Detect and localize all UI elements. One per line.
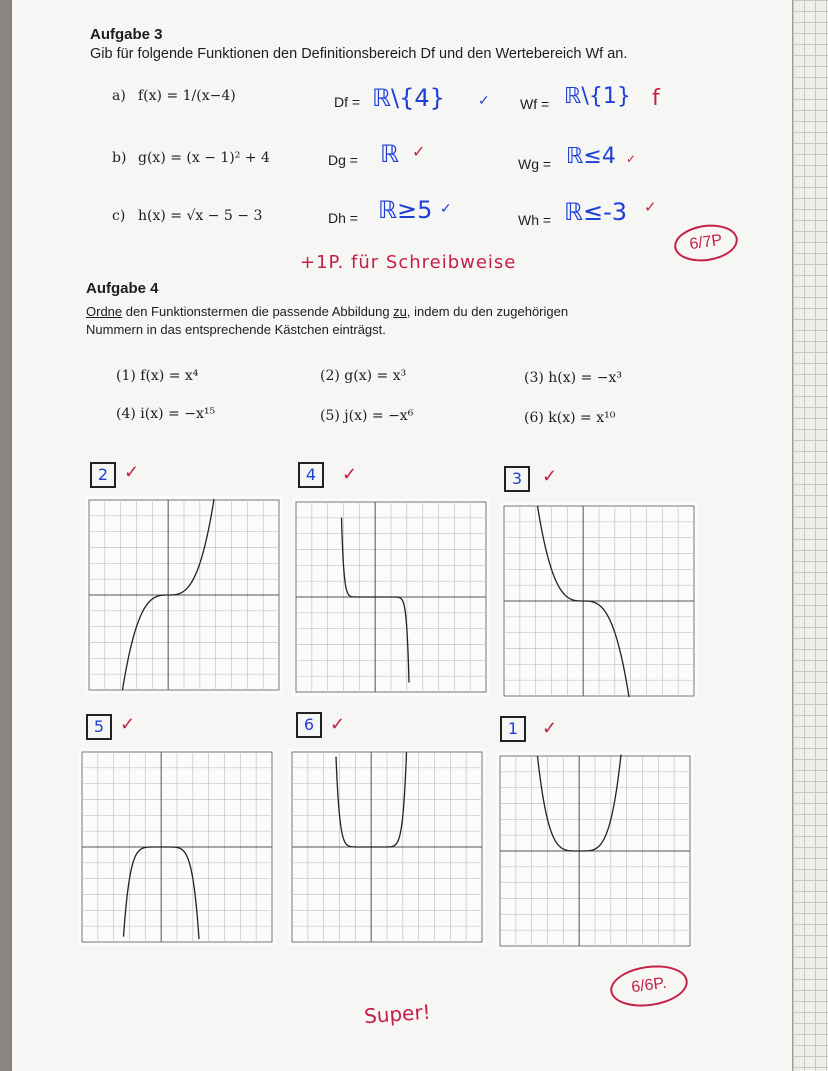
task3c-range-answer: ℝ≤-3 xyxy=(564,198,628,226)
task3-title: Aufgabe 3 xyxy=(90,26,163,43)
task3a-domain-check: ✓ xyxy=(478,92,490,108)
graph-panel-4 xyxy=(78,748,276,946)
task3a-domain-answer: ℝ\{4} xyxy=(372,84,445,112)
term-6: (6) k(x) = x¹⁰ xyxy=(524,410,616,426)
answer-box-graph-6[interactable]: 1 xyxy=(500,716,526,742)
check-graph-1: ✓ xyxy=(124,462,140,482)
check-graph-5: ✓ xyxy=(330,714,346,734)
task3a-label: a) xyxy=(112,88,126,104)
task3a-range-answer: ℝ\{1} xyxy=(564,84,631,109)
task3c-domain-check: ✓ xyxy=(440,200,452,216)
task4-instruction-line2: Nummern in das entsprechende Kästchen einträgst. xyxy=(86,322,386,337)
task3c-function: h(x) = √x − 5 − 3 xyxy=(138,208,263,224)
term-5: (5) j(x) = −x⁶ xyxy=(320,408,414,424)
task3c-range-check: ✓ xyxy=(644,199,657,216)
task3b-function: g(x) = (x − 1)² + 4 xyxy=(138,150,270,166)
term-4: (4) i(x) = −x¹⁵ xyxy=(116,406,216,422)
check-graph-6: ✓ xyxy=(542,718,558,738)
coordinate-grid xyxy=(78,748,276,946)
coordinate-grid xyxy=(292,498,490,696)
answer-box-graph-3[interactable]: 3 xyxy=(504,466,530,492)
task3b-range-answer: ℝ≤4 xyxy=(566,144,616,169)
graph-panel-2 xyxy=(292,498,490,696)
task3a-range-mark: f xyxy=(652,86,660,111)
squared-paper-edge xyxy=(792,0,828,1071)
coordinate-grid xyxy=(496,752,694,950)
task3b-domain-label: Dg = xyxy=(328,152,358,168)
worksheet-page xyxy=(12,0,800,1071)
task4-score: 6/6P. xyxy=(608,961,691,1011)
graph-panel-1 xyxy=(85,496,283,694)
term-3: (3) h(x) = −x³ xyxy=(524,370,622,386)
task3b-range-label: Wg = xyxy=(518,156,552,172)
teacher-comment: Super! xyxy=(363,999,432,1029)
coordinate-grid xyxy=(288,748,486,946)
answer-box-graph-4[interactable]: 5 xyxy=(86,714,112,740)
check-graph-3: ✓ xyxy=(542,466,558,486)
answer-box-graph-5[interactable]: 6 xyxy=(296,712,322,738)
task3b-domain-answer: ℝ xyxy=(380,140,400,168)
task3a-range-label: Wf = xyxy=(520,96,550,112)
task3a-function: f(x) = 1/(x−4) xyxy=(138,88,236,104)
task3c-label: c) xyxy=(112,208,126,224)
answer-box-graph-2[interactable]: 4 xyxy=(298,462,324,488)
task3b-domain-check: ✓ xyxy=(412,144,426,161)
task4-title: Aufgabe 4 xyxy=(86,280,159,297)
term-2: (2) g(x) = x³ xyxy=(320,368,407,384)
term-1: (1) f(x) = x⁴ xyxy=(116,368,199,384)
graph-panel-5 xyxy=(288,748,486,946)
check-graph-4: ✓ xyxy=(120,714,136,734)
coordinate-grid xyxy=(500,502,698,700)
task3c-domain-label: Dh = xyxy=(328,210,358,226)
coordinate-grid xyxy=(85,496,283,694)
answer-box-graph-1[interactable]: 2 xyxy=(90,462,116,488)
task3-instruction: Gib für folgende Funktionen den Definitionsbereich Df und den Wertebereich Wf an. xyxy=(90,46,628,62)
task3-bonus-note: +1P. für Schreibweise xyxy=(300,252,517,273)
graph-panel-3 xyxy=(500,502,698,700)
task3b-range-check: ✓ xyxy=(626,152,637,166)
task3c-domain-answer: ℝ≥5 xyxy=(378,196,433,224)
graph-panel-6 xyxy=(496,752,694,950)
task4-instruction: Ordne den Funktionstermen die passende Abbildung zu, indem du den zugehörigen xyxy=(86,304,569,319)
task3-score: 6/7P xyxy=(672,221,740,266)
check-graph-2: ✓ xyxy=(342,464,358,484)
task3b-label: b) xyxy=(112,150,127,166)
task3c-range-label: Wh = xyxy=(518,212,552,228)
task3a-domain-label: Df = xyxy=(334,94,361,110)
